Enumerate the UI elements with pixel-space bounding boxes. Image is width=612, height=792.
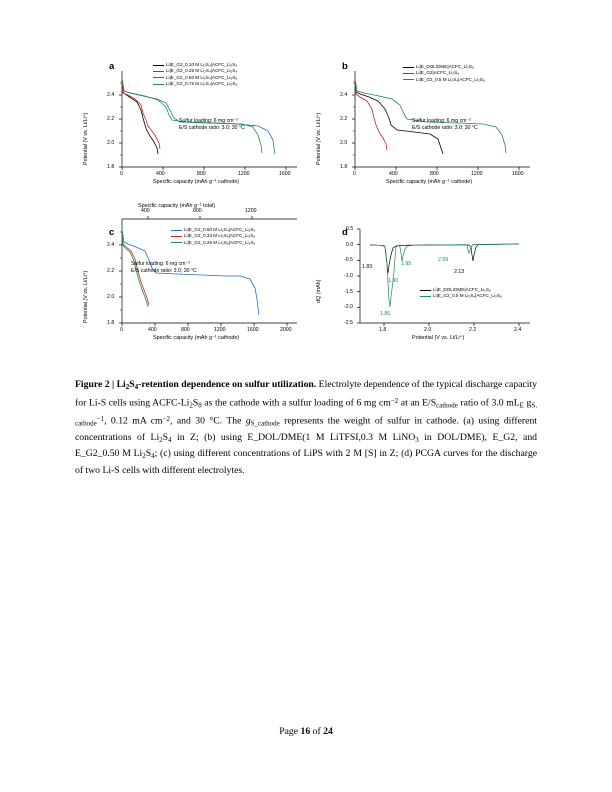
- panel-c-top-axis-label: Specific capacity (mAh g⁻¹ total): [138, 203, 216, 209]
- footer-total-pages: 24: [323, 726, 333, 737]
- panel-a-xtick-0: 0: [120, 171, 123, 177]
- legend-line-icon: [171, 230, 182, 231]
- panel-c-xtick-1: 400: [148, 327, 157, 333]
- legend-line-icon: [171, 242, 182, 243]
- panel-d-xtick-0: 1.8: [379, 327, 387, 333]
- panel-c-toptick-0: 400: [141, 208, 150, 214]
- legend-item: [420, 293, 502, 299]
- legend-label: Li|E_DOL/DME|ACFC_Li₂S₈: [433, 287, 491, 292]
- legend-line-icon: [403, 79, 414, 80]
- legend-item: [403, 77, 485, 83]
- panel-d-ytick-5: -2.0: [344, 304, 353, 310]
- legend-label: Li|E_G2_0.10 M Li₂S₄|ACFC_Li₂S₈: [166, 62, 238, 67]
- panel-b-xtick-4: 1600: [512, 171, 524, 177]
- legend-label: Li|E_G2_0.33 M Li₂S₆|ACFC_Li₂S₈: [184, 233, 256, 239]
- legend-label: Li|E_G2_0.5 M Li₂S₄|ACFC_Li₂S₈: [416, 76, 485, 82]
- legend-label: Li|E_G2_0.75 M Li₂S₄|ACFC_Li₂S₈: [166, 81, 238, 87]
- figure-separator: |: [109, 379, 117, 390]
- panel-c-ylabel: Potential (V vs. Li/Li⁺): [83, 270, 89, 323]
- panel-d-ylabel: dQ (mAh): [316, 279, 322, 303]
- panel-a-letter: a: [109, 61, 115, 72]
- panel-d-xlabel: Potential (V vs. Li/Li⁺): [412, 335, 465, 341]
- panel-c-legend: [171, 227, 255, 246]
- legend-line-icon: [420, 296, 431, 297]
- panel-c-xtick-4: 1600: [247, 327, 259, 333]
- panel-a-annotation-1: Sulfur loading: 6 mg cm⁻²: [179, 118, 238, 124]
- legend-label: Li|E_G2_0.50 M Li₂S₄|ACFC_Li₂S₈: [166, 74, 238, 80]
- legend-label: Li|E_G2_0.25 M Li₂S₄|ACFC_Li₂S₈: [166, 68, 238, 74]
- panel-a-ytick-1: 2.0: [107, 140, 115, 146]
- panel-c-ytick-2: 2.2: [107, 268, 115, 274]
- panel-a: [75, 55, 307, 190]
- panel-d-peak-1.90: 1.90: [388, 278, 399, 284]
- legend-label: Li|E_G2_0.25 M Li₂S₈|ACFC_Li₂S₈: [184, 239, 256, 245]
- legend-line-icon: [420, 290, 431, 291]
- panel-c-xlabel: Specific capacity (mAh g⁻¹ cathode): [153, 335, 240, 341]
- figure-caption: Figure 2 | $Li_2S_4$-retention dependence on sulfur utilization. Electrolyte dependence of the typical discharge capacity for Li-S cells using ACFC-$Li_2S_8$ as the cathode with a sulfur loading of 6 mg $cm^{-2}$ at an $E/S_{cathode}$ ratio of 3.0 $mL_E$ $g_{S, cathode}^{-1}$, 0.12 mA $cm^{-2}$, and 30 °C. The $g_{S\_cathode}$ represents the weight of sulfur in cathode. (a) using different concentrations of $Li_2S_4$ in Z; (b) using E_DOL/DME(1 M LiTFSI,0.3 M LiNO$_3$ in DOL/DME), E_G2, and E_G2_0.50 M $Li_2S_4$; (c) using different concentrations of LiPS with 2 M [S] in Z; (d) PCGA curves for the discharge of two Li-S cells with different electrolytes.: [75, 379, 538, 477]
- figure-label: Figure 2: [75, 379, 110, 390]
- panel-b-legend: [403, 64, 485, 83]
- panel-d-ytick-3: -1.0: [344, 273, 353, 279]
- panel-b-xlabel: Specific capacity (mAh g⁻¹ cathode): [386, 179, 473, 185]
- panel-d-xtick-2: 2.2: [469, 327, 477, 333]
- panel-a-ytick-0: 1.8: [107, 164, 115, 170]
- legend-line-icon: [153, 65, 164, 66]
- figure-2-image: [75, 55, 540, 355]
- panel-c-plot: [75, 203, 307, 353]
- panel-d-peak-1.85: 1.85: [380, 311, 391, 317]
- panel-b-ytick-0: 1.8: [340, 164, 348, 170]
- footer-page-number: 16: [300, 726, 311, 737]
- legend-line-icon: [153, 84, 164, 85]
- panel-d-letter: d: [342, 227, 348, 238]
- legend-label: Li|E_DOL/DME|ACFC_Li₂S₈: [416, 64, 474, 69]
- panel-c-toptick-1: 800: [193, 208, 202, 214]
- panel-c-ytick-0: 1.8: [107, 320, 115, 326]
- legend-line-icon: [171, 236, 182, 237]
- panel-c-xtick-0: 0: [120, 327, 123, 333]
- panel-d-peak-2.09: 2.09: [438, 257, 449, 263]
- panel-c-annotation-1: Sulfur loading: 6 mg cm⁻²: [131, 261, 190, 267]
- panel-b: [308, 55, 540, 190]
- panel-b-xtick-0: 0: [353, 171, 356, 177]
- legend-item: [171, 240, 255, 246]
- panel-c-letter: c: [109, 227, 115, 238]
- page-footer: [0, 726, 612, 737]
- panel-d-ytick-4: -1.5: [344, 289, 353, 295]
- panel-c-ytick-3: 2.4: [107, 242, 115, 248]
- panel-d-legend: [420, 287, 502, 300]
- panel-b-letter: b: [342, 61, 348, 72]
- panel-d-ytick-1: 0.0: [346, 242, 354, 248]
- panel-b-xtick-3: 1200: [471, 171, 483, 177]
- legend-label: Li|E_G2_0.50 M Li₂S₄|ACFC_Li₂S₈: [184, 227, 256, 232]
- panel-a-ylabel: Potential (V vs. Li/Li⁺): [83, 112, 89, 165]
- panel-d-ytick-6: -2.5: [344, 320, 353, 326]
- panel-b-xtick-2: 800: [430, 171, 439, 177]
- panel-a-ytick-3: 2.4: [107, 92, 115, 98]
- legend-line-icon: [403, 67, 414, 68]
- panel-b-ytick-1: 2.0: [340, 140, 348, 146]
- panel-a-xtick-3: 1200: [238, 171, 250, 177]
- panel-a-xtick-1: 400: [156, 171, 165, 177]
- panel-a-legend: [153, 62, 237, 88]
- legend-label: Li|E_G2|ACFC_Li₂S₈: [416, 70, 460, 76]
- legend-line-icon: [403, 73, 414, 74]
- panel-d-ytick-0: 0.5: [346, 226, 354, 232]
- panel-c-xtick-5: 2000: [280, 327, 292, 333]
- panel-c-xtick-3: 1200: [214, 327, 226, 333]
- panel-d: [308, 203, 540, 353]
- legend-item: [153, 81, 237, 87]
- panel-c: [75, 203, 307, 353]
- panel-d-xtick-3: 2.4: [514, 327, 522, 333]
- panel-b-annotation-1: Sulfur loading: 6 mg cm⁻²: [412, 118, 471, 124]
- panel-a-annotation-2: E/S cathode ratio: 3.0; 30 °C: [179, 125, 245, 131]
- panel-c-toptick-2: 1200: [245, 208, 257, 214]
- panel-d-xtick-1: 2.0: [424, 327, 432, 333]
- panel-d-peak-1.95: 1.95: [401, 261, 412, 267]
- footer-middle: of: [310, 726, 324, 737]
- panel-a-ytick-2: 2.2: [107, 116, 115, 122]
- panel-c-ytick-1: 2.0: [107, 294, 115, 300]
- panel-c-annotation-2: E/S cathode ratio: 3.0; 30 °C: [131, 268, 197, 274]
- panel-b-ytick-2: 2.2: [340, 116, 348, 122]
- panel-b-annotation-2: E/S cathode ratio: 3.0; 30 °C: [412, 125, 478, 131]
- footer-prefix: Page: [279, 726, 301, 737]
- panel-b-ytick-3: 2.4: [340, 92, 348, 98]
- panel-d-peak-1.83: 1.83: [362, 264, 373, 270]
- panel-a-xtick-4: 1600: [279, 171, 291, 177]
- panel-a-xtick-2: 800: [197, 171, 206, 177]
- panel-d-peak-2.13: 2.13: [454, 269, 465, 275]
- panel-a-xlabel: Specific capacity (mAh g⁻¹ cathode): [153, 179, 240, 185]
- legend-line-icon: [153, 77, 164, 78]
- legend-line-icon: [153, 71, 164, 72]
- panel-b-ylabel: Potential (V vs. Li/Li⁺): [316, 112, 322, 165]
- panel-c-xtick-2: 800: [181, 327, 190, 333]
- panel-b-xtick-1: 400: [389, 171, 398, 177]
- legend-label: Li|E_G2_0.5 M Li₂S₄|ACFC_Li₂S₈: [433, 293, 502, 299]
- panel-d-ytick-2: -0.5: [344, 257, 353, 263]
